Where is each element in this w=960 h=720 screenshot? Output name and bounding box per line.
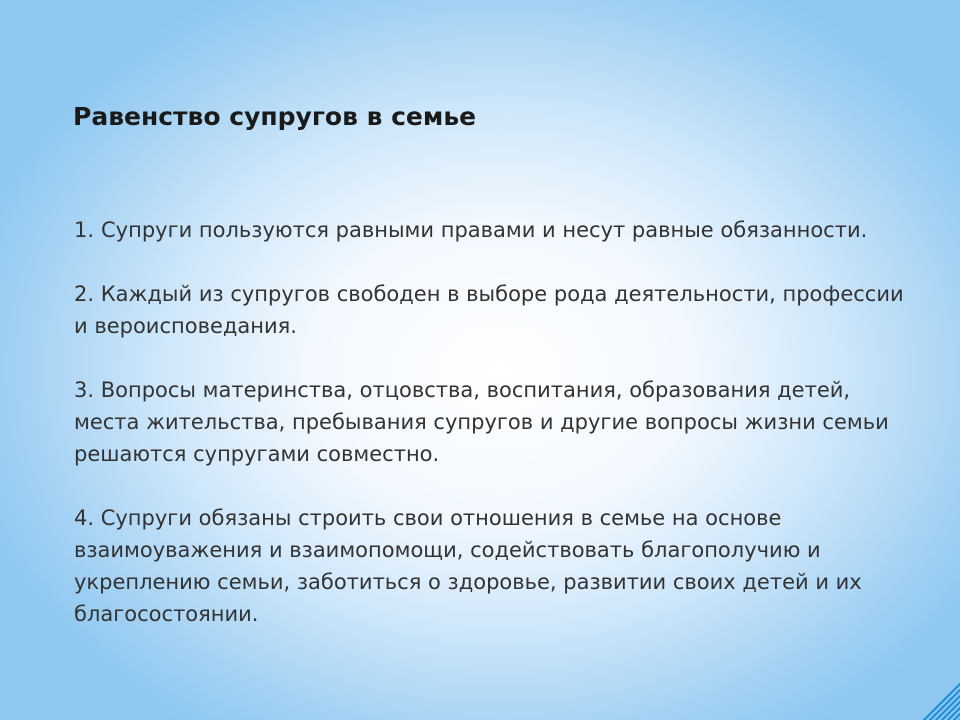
slide-title: Равенство супругов в семье [73, 102, 477, 131]
list-item [74, 214, 904, 246]
list-item: 4. Супруги обязаны строить свои отношения в семье на основе взаимоуважения и взаимопомощи, содействовать благополучию и укреплению семьи, заботиться о здоровье, развитии своих детей и их благосостоянии. [74, 506, 862, 626]
list-item-text: Супруги пользуются равными правами и несут равные обязанности. [101, 218, 868, 242]
striped-corner-icon [920, 680, 960, 720]
list-item: 2. Каждый из супругов свободен в выборе рода деятельности, профессии и вероисповедания. [74, 282, 904, 338]
slide-content [74, 214, 904, 662]
list-item: 3. Вопросы материнства, отцовства, воспитания, образования детей, места жительства, пребывания супругов и другие вопросы жизни семьи решаются супругами совместно. [74, 378, 889, 466]
list-item-number: 1. [74, 218, 95, 242]
